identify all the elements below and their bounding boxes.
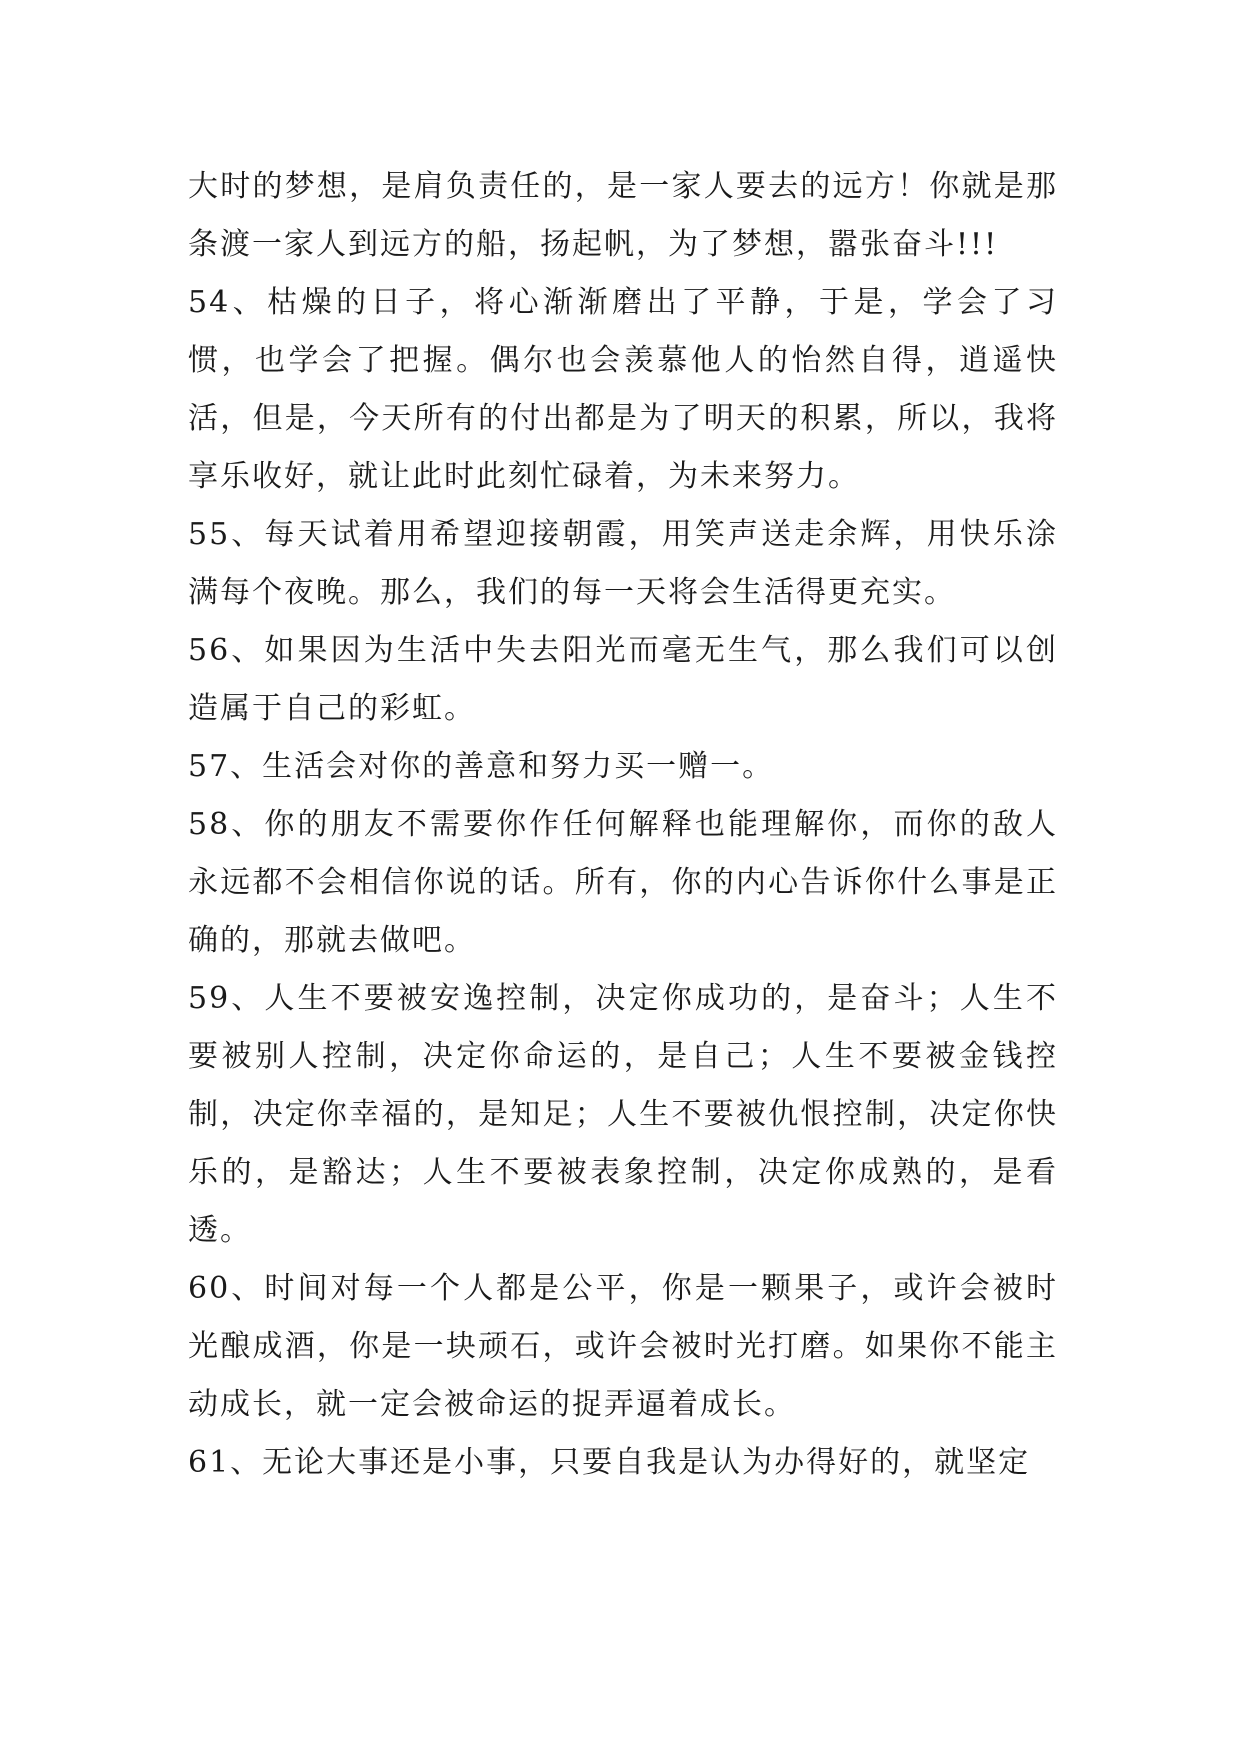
paragraph-54: 54、枯燥的日子，将心渐渐磨出了平静，于是，学会了习惯，也学会了把握。偶尔也会羡慕他人的怡然自得，逍遥快活，但是，今天所有的付出都是为了明天的积累，所以，我将享乐收好，就让此时此刻忙碌着，为未来努力。 [188,285,1058,494]
paragraph-56: 56、如果因为生活中失去阳光而毫无生气，那么我们可以创造属于自己的彩虹。 [188,633,1058,726]
paragraph-57: 57、生活会对你的善意和努力买一赠一。 [188,749,775,784]
paragraph-58: 58、你的朋友不需要你作任何解释也能理解你，而你的敌人永远都不会相信你说的话。所有，你的内心告诉你什么事是正确的，那就去做吧。 [188,807,1058,958]
paragraph-continued: 大时的梦想，是肩负责任的，是一家人要去的远方！你就是那条渡一家人到远方的船，扬起帆，为了梦想，嚣张奋斗!!! [188,169,1058,262]
document-page [188,158,1058,1492]
paragraph-55: 55、每天试着用希望迎接朝霞，用笑声送走余辉，用快乐涂满每个夜晚。那么，我们的每一天将会生活得更充实。 [188,517,1058,610]
paragraph-59: 59、人生不要被安逸控制，决定你成功的，是奋斗；人生不要被别人控制，决定你命运的，是自己；人生不要被金钱控制，决定你幸福的，是知足；人生不要被仇恨控制，决定你快乐的，是豁达；人生不要被表象控制，决定你成熟的，是看透。 [188,981,1058,1248]
paragraph-60: 60、时间对每一个人都是公平，你是一颗果子，或许会被时光酿成酒，你是一块顽石，或许会被时光打磨。如果你不能主动成长，就一定会被命运的捉弄逼着成长。 [188,1271,1058,1422]
paragraph-61: 61、无论大事还是小事，只要自我是认为办得好的，就坚定 [188,1445,1031,1480]
